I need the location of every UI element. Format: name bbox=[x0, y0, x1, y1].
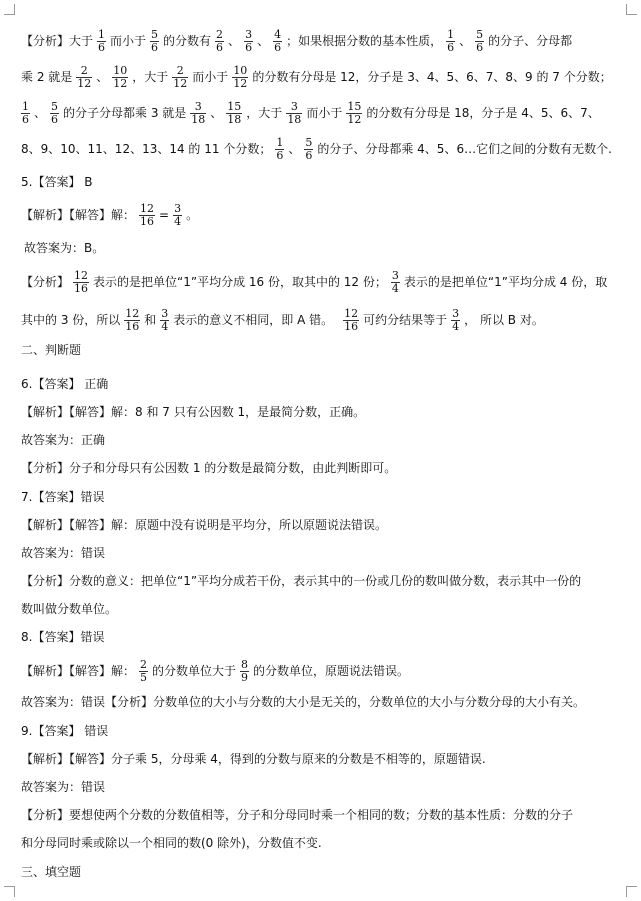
text: 。 bbox=[186, 208, 199, 222]
q5-analysis-line-1 bbox=[21, 271, 627, 294]
fraction: $\frac{15}{12}$ bbox=[347, 100, 362, 126]
page-corner-mark-bottom-left bbox=[4, 886, 15, 897]
fraction: $\frac{2}{5}$ bbox=[140, 658, 148, 684]
fraction: $\frac{10}{12}$ bbox=[113, 64, 128, 90]
fraction: $\frac{5}{6}$ bbox=[476, 28, 484, 54]
page-corner-mark-top-right bbox=[626, 4, 637, 15]
text: 8、9、10、11、12、13、14 的 11 个分数； bbox=[21, 142, 272, 156]
fraction: $\frac{3}{18}$ bbox=[191, 100, 206, 126]
analysis-line-1 bbox=[21, 30, 627, 53]
fraction: $\frac{1}{6}$ bbox=[98, 28, 106, 54]
text: 【分析】大于 bbox=[21, 34, 94, 48]
text: 表示的是把单位“1”平均分成 4 份，取 bbox=[403, 275, 608, 289]
text: 、 bbox=[210, 106, 223, 120]
fraction: $\frac{5}{6}$ bbox=[151, 28, 159, 54]
q6-conclusion: 故答案为：正确 bbox=[21, 433, 106, 447]
text: 表示的意义不相同，即 A 错。 bbox=[173, 313, 334, 327]
q9-solution: 【解析】【解答】分子乘 5，分母乘 4，得到的分数与原来的分数是不相等的，原题错误. bbox=[21, 752, 486, 766]
q5-solution bbox=[21, 204, 627, 227]
text: ；如果根据分数的基本性质， bbox=[286, 34, 443, 48]
section-heading-fill-in: 三、填空题 bbox=[21, 865, 82, 879]
page-corner-mark-top-left bbox=[4, 4, 15, 15]
analysis-line-4 bbox=[21, 138, 627, 161]
fraction: $\frac{10}{12}$ bbox=[233, 64, 248, 90]
q5-conclusion: 故答案为：B。 bbox=[24, 241, 105, 255]
fraction: $\frac{3}{4}$ bbox=[174, 202, 182, 228]
analysis-line-3 bbox=[21, 102, 627, 125]
fraction: $\frac{12}{16}$ bbox=[125, 307, 140, 333]
q7-analysis-line-2: 数叫做分数单位。 bbox=[21, 602, 118, 616]
fraction: $\frac{2}{6}$ bbox=[216, 28, 224, 54]
text: 的分数有 bbox=[163, 34, 212, 48]
q5-answer: 5.【答案】 B bbox=[21, 175, 93, 189]
q5-analysis-line-2 bbox=[21, 309, 627, 332]
text: 【解析】【解答】解： bbox=[21, 664, 136, 678]
q8-conclusion: 故答案为：错误【分析】分数单位的大小与分数的大小是无关的，分数单位的大小与分数分母的大小有关。 bbox=[21, 695, 586, 709]
q9-answer: 9.【答案】 错误 bbox=[21, 724, 109, 738]
text: 的分数单位，原题说法错误。 bbox=[253, 664, 410, 678]
page-corner-mark-bottom-right bbox=[626, 886, 637, 897]
fraction: $\frac{2}{12}$ bbox=[77, 64, 92, 90]
text: 而小于 bbox=[306, 106, 343, 120]
q7-solution: 【解析】【解答】解：原题中没有说明是平均分，所以原题说法错误。 bbox=[21, 518, 388, 532]
fraction: $\frac{2}{12}$ bbox=[173, 64, 188, 90]
fraction: $\frac{3}{18}$ bbox=[287, 100, 302, 126]
equals-sign: = bbox=[159, 208, 170, 222]
q6-solution: 【解析】【解答】解：8 和 7 只有公因数 1，是最简分数，正确。 bbox=[21, 405, 366, 419]
fraction: $\frac{5}{6}$ bbox=[305, 136, 313, 162]
fraction: $\frac{1}{6}$ bbox=[22, 100, 29, 126]
q8-answer: 8.【答案】错误 bbox=[21, 630, 105, 644]
text: ， 所以 B 对。 bbox=[464, 313, 544, 327]
text: 、 bbox=[34, 106, 47, 120]
q9-conclusion: 故答案为：错误 bbox=[21, 780, 106, 794]
q7-answer: 7.【答案】错误 bbox=[21, 490, 105, 504]
text: 而小于 bbox=[110, 34, 147, 48]
text: 表示的是把单位“1”平均分成 16 份，取其中的 12 份； bbox=[93, 275, 387, 289]
fraction: $\frac{1}{6}$ bbox=[276, 136, 284, 162]
fraction: $\frac{8}{9}$ bbox=[241, 658, 249, 684]
fraction: $\frac{15}{18}$ bbox=[227, 100, 242, 126]
analysis-line-2 bbox=[21, 66, 627, 89]
q8-solution bbox=[21, 660, 627, 683]
text: 、 bbox=[228, 34, 241, 48]
text: 的分子分母都乘 3 就是 bbox=[63, 106, 187, 120]
fraction: $\frac{3}{6}$ bbox=[245, 28, 253, 54]
fraction: $\frac{4}{6}$ bbox=[274, 28, 282, 54]
q9-analysis-line-2: 和分母同时乘或除以一个相同的数(0 除外)，分数值不变. bbox=[21, 836, 322, 850]
q7-conclusion: 故答案为：错误 bbox=[21, 546, 106, 560]
text: ，大于 bbox=[246, 106, 283, 120]
text: 【解析】【解答】解： bbox=[21, 208, 136, 222]
q6-answer: 6.【答案】 正确 bbox=[21, 377, 109, 391]
fraction: $\frac{3}{4}$ bbox=[161, 307, 169, 333]
text: 、 bbox=[257, 34, 270, 48]
text: 的分子、分母都乘 4、5、6…它们之间的分数有无数个. bbox=[317, 142, 612, 156]
text: 可约分结果等于 bbox=[363, 313, 448, 327]
q7-analysis-line-1: 【分析】分数的意义：把单位“1”平均分成若干份，表示其中的一份或几份的数叫做分数，表示其中一份的 bbox=[21, 574, 582, 588]
text: 和 bbox=[144, 313, 157, 327]
text: 而小于 bbox=[192, 70, 229, 84]
fraction: $\frac{1}{6}$ bbox=[447, 28, 455, 54]
fraction: $\frac{12}{16}$ bbox=[344, 307, 359, 333]
text: 【分析】 bbox=[21, 275, 70, 289]
q6-analysis: 【分析】分子和分母只有公因数 1 的分数是最简分数，由此判断即可。 bbox=[21, 461, 397, 475]
text: 、 bbox=[288, 142, 301, 156]
fraction: $\frac{12}{16}$ bbox=[140, 202, 155, 228]
fraction: $\frac{5}{6}$ bbox=[51, 100, 59, 126]
fraction: $\frac{12}{16}$ bbox=[74, 269, 89, 295]
text: 乘 2 就是 bbox=[21, 70, 73, 84]
text: 其中的 3 份，所以 bbox=[21, 313, 121, 327]
text: 的分数有分母是 18，分子是 4、5、6、7、 bbox=[366, 106, 600, 120]
text: 的分子、分母都 bbox=[488, 34, 573, 48]
text: 的分数有分母是 12，分子是 3、4、5、6、7、8、9 的 7 个分数； bbox=[252, 70, 612, 84]
text: 、 bbox=[459, 34, 472, 48]
text: 、 bbox=[96, 70, 109, 84]
text: ，大于 bbox=[132, 70, 169, 84]
text: 的分数单位大于 bbox=[152, 664, 237, 678]
fraction: $\frac{3}{4}$ bbox=[391, 269, 399, 295]
q9-analysis-line-1: 【分析】要想使两个分数的分数值相等，分子和分母同时乘一个相同的数；分数的基本性质：分数的分子 bbox=[21, 808, 574, 822]
section-heading-judgement: 二、判断题 bbox=[21, 343, 82, 357]
fraction: $\frac{3}{4}$ bbox=[452, 307, 460, 333]
